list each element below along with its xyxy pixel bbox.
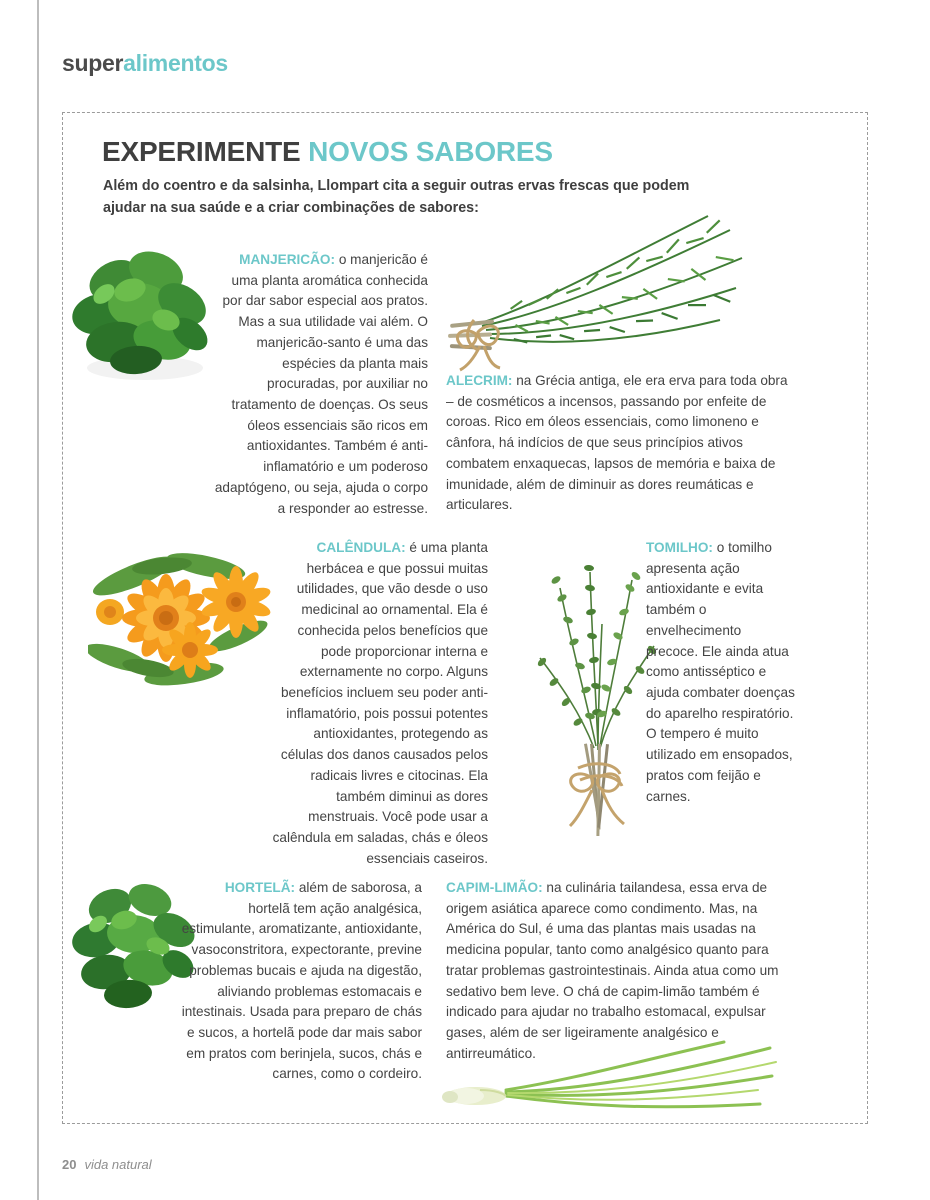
calendula-illustration xyxy=(88,540,288,705)
calendula-photo xyxy=(88,540,288,700)
herb-body-capim-limao: na culinária tailandesa, essa erva de origem asiática aparece como condimento. Mas, na América do Sul, é uma das plantas mais usadas na medicina popular, tanto como analgésico quanto para tratar problemas gastrointestinais. Ainda atua como um sedativo bem leve. O chá de capim-limão também é indicado para ajudar no trabalho estomacal, expulsar gases, além de ser ligeiramente analgésico e antirreumático. xyxy=(446,880,779,1061)
herb-body-manjericao: o manjericão é uma planta aromática conhecida por dar sabor especial aos pratos. Mas a sua utilidade vai além. O manjericão-santo é uma das espécies da planta mais procuradas, por auxiliar no tratamento de doenças. Os seus óleos essenciais são ricos em antioxidantes. Também é anti-inflamatório e um poderoso adaptógeno, ou seja, ajuda o corpo a responder ao estresse. xyxy=(214,252,428,516)
page-title-bold: EXPERIMENTE xyxy=(102,136,301,167)
herb-name-alecrim: ALECRIM: xyxy=(446,373,513,388)
rosemary-photo xyxy=(430,208,760,378)
herb-text-hortela xyxy=(180,878,422,1085)
kicker-accent-text: alimentos xyxy=(123,50,228,76)
page-title-accent: NOVOS SABORES xyxy=(308,136,553,167)
basil-illustration xyxy=(70,228,220,388)
page-number: 20 xyxy=(62,1157,77,1172)
herb-body-calendula: é uma planta herbácea e que possui muitas utilidades, que vão desde o uso medicinal ao ornamental. Ela é conhecida pelos benefícios que pode proporcionar interna e externamente no corpo. Alguns benefícios incluem seu poder anti-inflamatório, pois possui potentes antioxidantes, protegendo as células dos danos causados pelos radicais livres e citocinas. Ela também diminui as dores menstruais. Você pode usar a calêndula em saladas, chás e óleos essenciais caseiros. xyxy=(272,540,488,866)
page-left-rule xyxy=(37,0,39,1200)
page-footer xyxy=(62,1157,152,1172)
herb-text-tomilho xyxy=(646,538,796,807)
herb-name-capim-limao: CAPIM-LIMÃO: xyxy=(446,880,543,895)
rosemary-illustration xyxy=(430,208,760,378)
kicker-bold-text: super xyxy=(62,50,124,76)
herb-name-hortela: HORTELÃ: xyxy=(224,880,296,895)
herb-body-hortela: além de saborosa, a hortelã tem ação analgésica, estimulante, aromatizante, antioxidante, vasoconstritora, expectorante, previne problemas bucais e ajuda na digestão, aliviando problemas estomacais e intestinais. Usada para preparo de chás e sucos, a hortelã pode dar mais sabor em pratos com berinjela, sucos, chás e carnes, como o cordeiro. xyxy=(181,880,422,1082)
herb-body-tomilho: o tomilho apresenta ação antioxidante e evita também o envelhecimento precoce. Ele ainda atua como antisséptico e ajuda combater doenças do aparelho respiratório. O tempero é muito utilizado em ensopados, pratos com feijão e carnes. xyxy=(646,540,795,804)
herb-name-calendula: CALÊNDULA: xyxy=(316,540,406,555)
herb-text-manjericao xyxy=(214,250,428,519)
page-title xyxy=(102,136,553,168)
herb-name-manjericao: MANJERICÃO: xyxy=(239,252,336,267)
herb-body-alecrim: na Grécia antiga, ele era erva para toda obra – de cosméticos a incensos, passando por enfeite de coroas. Rico em óleos essenciais, como limoneno e cânfora, há indícios de que seus princípios ativos combatem enxaquecas, lapsos de memória e baixa de imunidade, além de diminuir as dores reumáticas e articulares. xyxy=(446,373,788,513)
section-kicker xyxy=(62,50,228,77)
intro-paragraph: Além do coentro e da salsinha, Llompart cita a seguir outras ervas frescas que podem ajudar na sua saúde e a criar combinações de sabores: xyxy=(103,178,690,216)
herb-text-capim-limao xyxy=(446,878,796,1064)
magazine-name: vida natural xyxy=(84,1157,152,1172)
herb-text-alecrim xyxy=(446,371,797,516)
basil-photo xyxy=(70,228,220,388)
herb-text-calendula xyxy=(270,538,488,870)
herb-name-tomilho: TOMILHO: xyxy=(646,540,713,555)
